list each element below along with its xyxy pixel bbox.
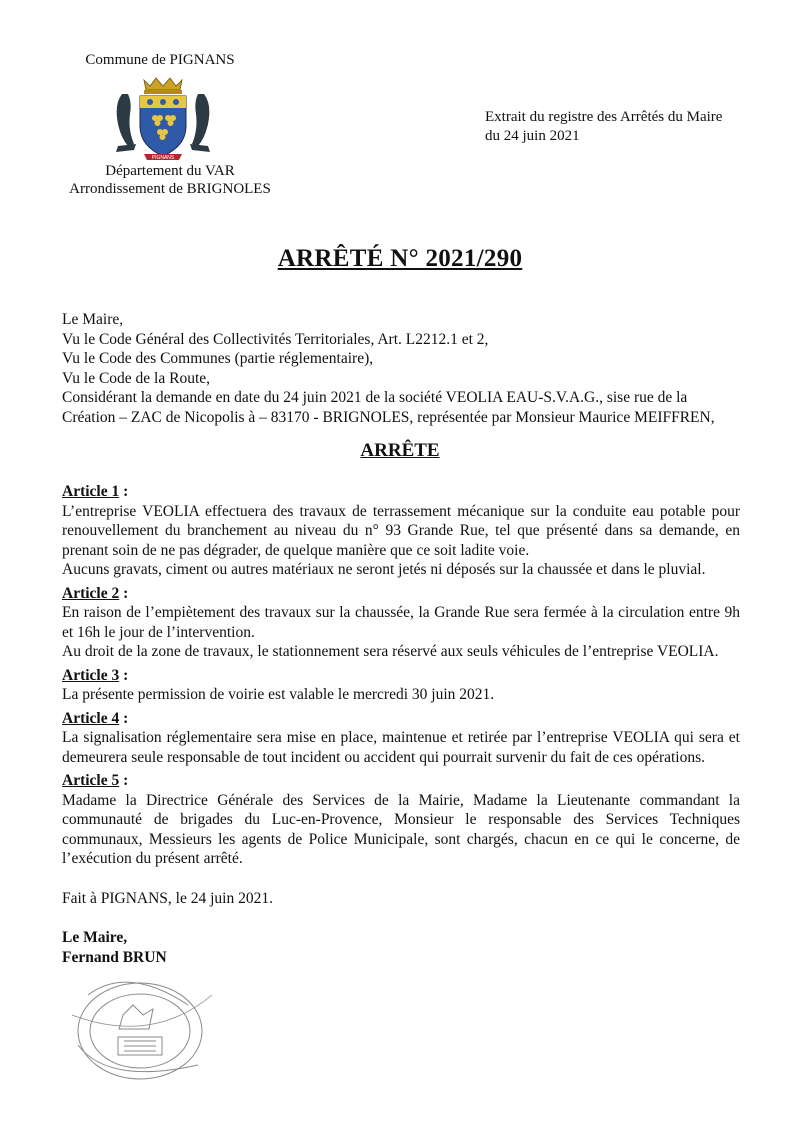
coat-of-arms-icon — [108, 74, 218, 166]
article-colon: : — [119, 584, 129, 602]
decree-title: ARRÊTÉ N° 2021/290 — [277, 245, 523, 272]
arrete-heading: ARRÊTE — [360, 440, 440, 461]
articles — [62, 482, 740, 873]
article-paragraph: Madame la Directrice Générale des Services de la Mairie, Madame la Lieutenante commandant la communauté de brigades du Luc-en-Provence, Monsieur le responsable des Services Techniques communaux, Messieurs les agents de Police Municipale, sont chargés, chacun en ce qui le concerne, de l’exécution du présent arrêté. — [62, 791, 740, 867]
article-paragraph: La signalisation réglementaire sera mise en place, maintenue et retirée par l’entreprise VEOLIA qui sera et demeurera seule responsable de tout incident ou accident qui pourrait survenir du fait de ces opérations. — [62, 729, 740, 766]
preamble-line: Vu le Code de la Route, — [62, 369, 211, 387]
article-paragraph: Au droit de la zone de travaux, le stationnement sera réservé aux seuls véhicules de l’entreprise VEOLIA. — [62, 643, 719, 660]
article-colon: : — [119, 666, 129, 684]
article-heading: Article 2 — [62, 584, 120, 602]
preamble-line: Considérant la demande en date du 24 juin 2021 de la société VEOLIA EAU-S.V.A.G., sise rue de la — [62, 389, 688, 406]
crest-label: PIGNANS — [151, 155, 175, 161]
preamble-line: Vu le Code Général des Collectivités Territoriales, Art. L2212.1 et 2, — [62, 330, 489, 348]
article-heading: Article 1 — [62, 483, 120, 500]
preamble — [62, 310, 740, 427]
article-2 — [62, 584, 740, 662]
department-name: Département du VAR — [105, 163, 235, 179]
article-heading: Article 4 — [62, 709, 120, 727]
article-heading: Article 3 — [62, 666, 120, 684]
preamble-line: Le Maire, — [62, 311, 124, 328]
article-1 — [62, 482, 740, 580]
article-paragraph: L’entreprise VEOLIA effectuera des travaux de terrassement mécanique sur la conduite eau potable pour renouvellement du branchement au niveau du n° 93 Grande Rue, tel que présenté dans sa demande, en prenant soin de ne pas dégrader, de quelque manière que ce soit ladite voie. — [62, 502, 740, 559]
article-colon: : — [119, 772, 129, 789]
mairie-stamp-icon — [68, 975, 218, 1085]
article-3 — [62, 666, 740, 705]
commune-name: Commune de PIGNANS — [85, 52, 235, 68]
extract-line-2: du 24 juin 2021 — [485, 128, 580, 144]
article-colon: : — [119, 709, 129, 727]
article-paragraph: La présente permission de voirie est valable le mercredi 30 juin 2021. — [62, 686, 495, 703]
signature-block — [62, 928, 167, 968]
article-heading: Article 5 — [62, 772, 120, 789]
article-5 — [62, 771, 740, 869]
arrondissement-name: Arrondissement de BRIGNOLES — [69, 181, 271, 197]
preamble-line: Création – ZAC de Nicopolis à – 83170 - BRIGNOLES, représentée par Monsieur Maurice MEIFFREN, — [62, 408, 715, 426]
department-block — [50, 162, 290, 198]
register-extract — [485, 108, 775, 146]
article-paragraph: Aucuns gravats, ciment ou autres matériaux ne seront jetés ni déposés sur la chaussée et dans le pluvial. — [62, 561, 706, 578]
signatory-name: Fernand BRUN — [62, 949, 167, 966]
extract-line-1: Extrait du registre des Arrêtés du Maire — [485, 109, 723, 125]
place-and-date: Fait à PIGNANS, le 24 juin 2021. — [62, 890, 273, 907]
article-paragraph: En raison de l’empiètement des travaux sur la chaussée, la Grande Rue sera fermée à la circulation entre 9h et 16h le jour de l’intervention. — [62, 604, 740, 641]
signatory-role: Le Maire, — [62, 929, 128, 946]
preamble-line: Vu le Code des Communes (partie réglementaire), — [62, 350, 374, 367]
article-colon: : — [119, 483, 129, 500]
article-4 — [62, 709, 740, 768]
